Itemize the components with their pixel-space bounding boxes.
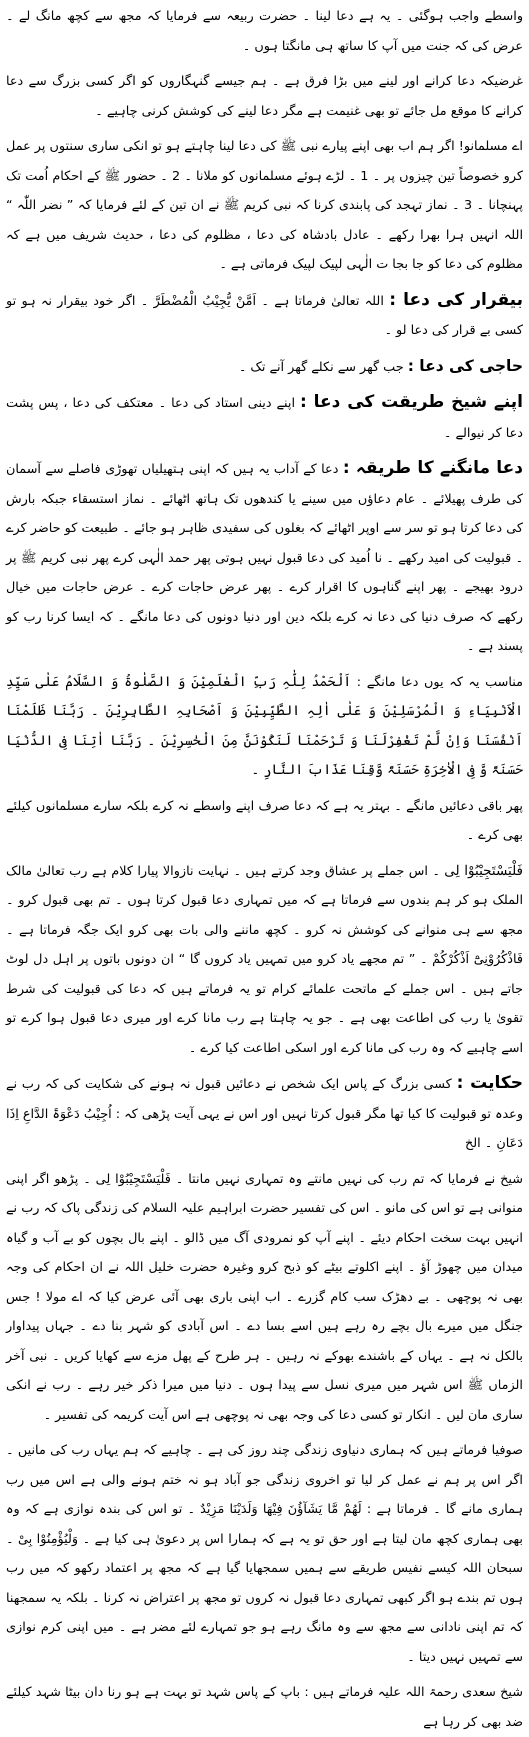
paragraph-hikayat [6,1069,523,1159]
paragraph-tareeqa-text: دعا کے آداب یہ ہیں کہ اپنی ہتھیلیاں تھوڑی فاصلے سے آسمان کی طرف پھیلائے ۔ عام دعاؤں میں سینے یا کندھوں تک ہاتھ اٹھائے ۔ نماز استسقاء جبکہ بارش کی دعا کرتا ہو تو سر سے اوپر اٹھائے کہ بغلوں کی سفیدی ظاہر ہو جائے ۔ طبیعت کو حاضر کرے ۔ قبولیت کی امید رکھے ۔ نا اُمید کی دعا قبول نہیں ہوتی پھر حمد الٰہی کرے پھر نبی کریم ﷺ پر درود بھیجے ۔ پھر اپنے گناہوں کا اقرار کرے ۔ پھر عرض حاجات کرے ۔ عرض حاجات میں خیال رکھے کہ صرف دنیا کی دعا نہ کرے بلکہ دین اور دنیا دونوں کی دعا مانگے ۔ کہ ایسا کرنا رب کو پسند ہے ۔ [6,462,523,654]
paragraph-3: اے مسلمانو! اگر ہم اب بھی اپنے پیارے نبی ﷺ کی دعا لینا چاہتے ہو تو انکی ساری سنتوں پر عمل کرو خصوصاً تین چیزوں پر ۔ 1 ۔ لڑے ہوئے مسلمانوں کو ملانا ۔ 2 ۔ حضور ﷺ کے احکام اُمت تک پہنچانا ۔ 3 ۔ نماز تہجد کی پابندی کرنا کہ نبی کریم ﷺ نے ان تین کے لئے فرمایا کہ ” نضر اللّٰہ “ اللہ انہیں ہرا بھرا رکھے ۔ عادل بادشاہ کی دعا ، مظلوم کی دعا ، حدیث شریف میں ہے کہ مظلوم کی دعا کو جا بجا ت الٰہی لپیک لپیک فرماتی ہے ۔ [6,139,523,272]
paragraph-dua-text [6,668,523,786]
dua-arabic-text: اَلْحَمْدُ لِلّٰہِ رَبِّ الْعٰلَمِیْنَ وَ الصَّلٰوۃُ وَ السَّلَامُ عَلٰی سَیِّدِ الْاَنْبِیَاءِ وَ الْمُرْسَلِیْنَ وَ عَلٰی اٰلِہِ الطَّیِّبِیْنَ وَ اَصْحَابِہِ الطَّاہِرِیْنَ ۔ رَبَّنَا ظَلَمْنَا اَنْفُسَنَا وَاِنْ لَّمْ تَغْفِرْلَنَا وَ تَرْحَمْنَا لَنَکُوْنَنَّ مِنَ الْخٰسِرِیْنَ ۔ رَبَّنَا اٰتِنَا فِی الدُّنْیَا حَسَنَۃً وَّ فِی الْاٰخِرَۃِ حَسَنَۃً وَّقِنَا عَذَابَ النَّارِ ۔ [6,673,523,778]
paragraph-hikayat-text: کسی بزرگ کے پاس ایک شخص نے دعائیں قبول نہ ہونے کی شکایت کی کہ رب نے وعدہ تو قبولیت کا کیا تھا مگر قبول کرتا نہیں اور اس نے یہی آیت پڑھی کہ : اُجِیْبُ دَعْوَۃَ الدَّاعِ اِذَا دَعَانِ ۔ الخ [6,1077,523,1151]
paragraph-beqarar [6,286,523,346]
paragraph-10 [6,857,523,1064]
heading-hikayat: حکایت : [456,1073,523,1093]
paragraph-13: صوفیا فرماتے ہیں کہ ہماری دنیاوی زندگی چند روز کی ہے ۔ چاہیے کہ ہم یہاں رب کی مانیں ۔ اگر اس پر ہم نے عمل کر لیا تو اخروی زندگی جو آباد ہو نہ ختم ہونے والی ہے اس میں رب ہماری مانے گا ۔ فرماتا ہے : لَھُمْ مَّا یَشَآؤُنَ فِیْھَا وَلَدَیْنَا مَزِیْدٌ ۔ تو اس کی بندہ نوازی ہے کہ وہ بھی ہماری کچھ مان لیتا ہے اور حق تو یہ ہے کہ ہمارا اس پر دعویٰ ہی کیا ہے ۔ وَلْیُؤْمِنُوْا بِیْ ۔ سبحان اللہ کیسے نفیس طریقے سے ہمیں سمجھایا گیا ہے کہ مجھ پر اعتماد رکھو کہ میں رب ہوں تم بندے ہو اگر کبھی تمہاری دعا قبول نہ کروں تو مجھ پر اعتراض نہ کرنا ۔ بلکہ یہ سمجھنا کہ تم اپنی نادانی سے مجھ سے وہ مانگ رہے ہو جو تمہارے لئے مضر ہے ۔ میں اپنی کرم نوازی سے تمہیں نہیں دیتا ۔ [6,1443,523,1665]
paragraph-tareeqa [6,454,523,662]
heading-shaikh: اپنے شیخ طریقت کی دعا : [300,392,523,412]
paragraph-14: شیخ سعدی رحمۃ اللہ علیہ فرماتے ہیں : باپ کے پاس شہد تو بہت ہے ہو رنا دان بیٹا شہد کیلئے ضد بھی کر رہا ہے [6,1685,523,1730]
heading-beqarar: بیقرار کی دعا : [389,289,523,310]
paragraph-9: پھر باقی دعائیں مانگے ۔ بہتر یہ ہے کہ دعا صرف اپنے واسطے نہ کرے بلکہ سارے مسلمانوں کیلئے بھی کرے ۔ [6,798,523,843]
dua-intro: مناسب یہ کہ یوں دعا مانگے : [356,674,523,690]
paragraph-12: شیخ نے فرمایا کہ تم رب کی نہیں مانتے وہ تمہاری نہیں مانتا ۔ فَلْیَسْتَجِیْبُوْا لِی ۔ پڑھو اگر اپنی منوانی ہے تو اس کی مانو ۔ اس کی تفسیر حضرت ابراہیم علیہ السلام کی زندگی پاک کہ رب نے انہیں بہت سخت احکام دیئے ۔ اپنے آپ کو نمرودی آگ میں ڈالو ۔ اپنے بال بچوں کو بے آب و گیاہ میدان میں چھوڑ آؤ ۔ اپنے اکلوتے بیٹے کو ذبح کرو وغیرہ حضرت خلیل اللہ نے ان احکام کی وجہ بھی نہ پوچھی ۔ بے دھڑک سب کام گزرے ۔ اب اپنی باری بھی آئی عرض کیا کہ اے مولا ! جس جنگل میں میرے بال بچے رہ رہے ہیں اسے بسا دے ۔ اس آبادی کو شہر بنا دے ۔ جہاں پیداوار بالکل نہ ہے ۔ یہاں کے باشندے بھوکے نہ رہیں ۔ ہر طرح کے پھل مزے سے کھایا کریں ۔ نبی آخر الزماں ﷺ اس شہر میں میری نسل سے پیدا ہوں ۔ دنیا میں میرا ذکر خیر رہے ۔ رب نے انکی ساری مان لیں ۔ انکار تو کسی دعا کی وجہ بھی نہ پوچھی ہے اس آیت کریمہ کی تفسیر ۔ [6,1171,523,1423]
paragraph-10-text: ۔ اس جملے پر عشاق وجد کرتے ہیں ۔ نہایت نازوالا پیارا کلام ہے رب تعالیٰ مالک الملک ہو کر ہم بندوں سے فرماتا ہے کہ میں تمہاری دعا قبول کرتا ہوں ۔ تم بھی قبول کرو ۔ مجھ سے ہی منوانے کی کوشش نہ کرو ۔ کچھ ماننے والی بات بھی کرو ایک جگہ فرماتا ہے ۔ فَاذْکُرُوْنِیْٓ اَذْکُرْکُمْ ۔ ” تم مجھے یاد کرو میں تمہیں یاد کروں گا “ ان دونوں باتوں پر اہل دل لوٹ جاتے ہیں ۔ اس جملے کے ماتحت علمائے کرام تو یہ فرماتے ہیں کہ دعا کی قبولیت کی شرط تقویٰ یا رب کی اطاعت بھی ہے ۔ جو یہ چاہتا ہے رب مانا کرے اور میری دعا قبول ہوا کرے تو اسے چاہیے کہ وہ رب کی مانا کرے اور اسکی اطاعت کیا کرے ۔ [6,863,523,1056]
paragraph-haji [6,352,523,383]
paragraph-1: واسطے واجب ہوگئی ۔ یہ ہے دعا لینا ۔ حضرت ربیعہ سے فرمایا کہ مجھ سے کچھ مانگ لے ۔ عرض کی کہ جنت میں آپ کا ساتھ ہی مانگتا ہوں ۔ [6,9,523,54]
paragraph-beqarar-text: اللہ تعالیٰ فرماتا ہے ۔ اَمَّنْ یُّجِیْبُ الْمُضْطَرَّ ۔ اگر خود بیقرار نہ ہو تو کسی بے قرار کی دعا لو ۔ [6,293,523,338]
paragraph-shaikh-text: اپنے دینی استاد کی دعا ۔ معتکف کی دعا ، پس پشت دعا کر نیوالے ۔ [6,396,523,441]
verse-falyastajeebu: فَلْیَسْتَجِیْبُوْا لِی [444,862,523,879]
paragraph-haji-text: جب گھر سے نکلے گھر آنے تک ۔ [238,359,404,375]
paragraph-2: غرضیکہ دعا کرانے اور لینے میں بڑا فرق ہے ۔ ہم جیسے گنہگاروں کو اگر کسی بزرگ سے دعا کرانے کا موقع مل جائے تو بھی غنیمت ہے مگر دعا لینے کی کوشش کرنی چاہیے ۔ [6,74,523,119]
heading-tareeqa: دعا مانگنے کا طریقہ : [342,458,523,478]
paragraph-shaikh [6,388,523,448]
heading-haji: حاجی کی دعا : [407,356,523,375]
